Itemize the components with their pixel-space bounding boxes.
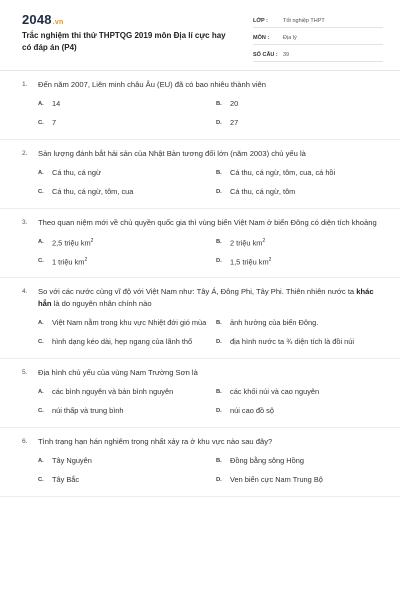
option-d[interactable]: [216, 404, 386, 419]
option-d[interactable]: [216, 335, 386, 350]
question-6: [0, 428, 400, 497]
question-stem: [22, 148, 386, 160]
question-stem: [22, 79, 386, 91]
option-text: Tây Bắc: [52, 475, 80, 485]
question-text: Tình trạng hạn hán nghiêm trọng nhất xảy ra ở khu vực nào sau đây?: [38, 437, 273, 446]
logo-text: 2048: [22, 12, 52, 27]
unit-exponent: 2: [84, 257, 88, 264]
option-text: [230, 236, 265, 249]
option-text: núi cao đồ sộ: [230, 406, 274, 416]
option-c[interactable]: [38, 335, 208, 350]
info-row-subject: [253, 31, 383, 45]
option-letter: D.: [216, 120, 222, 127]
info-label: MÔN :: [253, 34, 270, 41]
question-emphasis: khác hẳn: [38, 287, 374, 308]
option-a[interactable]: [38, 166, 208, 181]
exam-info: [253, 14, 383, 65]
question-number: 2.: [22, 150, 28, 157]
question-number: 4.: [22, 288, 28, 295]
option-list: [22, 454, 386, 488]
info-label: LỚP :: [253, 17, 268, 24]
option-b[interactable]: [216, 166, 386, 181]
option-text: Đồng bằng sông Hồng: [230, 456, 304, 466]
option-a[interactable]: [38, 454, 208, 469]
option-letter: C.: [38, 408, 44, 415]
option-text: hình dạng kéo dài, hẹp ngang của lãnh thổ: [52, 337, 193, 347]
option-letter: D.: [216, 477, 222, 484]
option-text: núi thấp và trung bình: [52, 406, 124, 416]
option-c[interactable]: [38, 254, 208, 269]
option-text: 14: [52, 99, 61, 109]
option-b[interactable]: [216, 316, 386, 331]
option-text: địa hình nước ta ¾ diện tích là đồi núi: [230, 337, 355, 347]
option-text: [52, 236, 93, 249]
option-letter: A.: [38, 170, 44, 177]
info-value-count: 39: [283, 51, 290, 58]
question-stem: [22, 367, 386, 379]
option-letter: D.: [216, 189, 222, 196]
unit-exponent: 2: [268, 257, 272, 264]
question-text-part: So với các nước cùng vĩ độ với Việt Nam như: Tây Á, Đông Phi, Tây Phi. Thiên nhiên nước ta: [38, 287, 357, 296]
option-letter: C.: [38, 120, 44, 127]
page-title: Trắc nghiệm thi thử THPTQG 2019 môn Địa lí cực hay có đáp án (P4): [22, 31, 226, 52]
option-list: [22, 316, 386, 350]
question-number: 5.: [22, 369, 28, 376]
option-letter: A.: [38, 239, 44, 246]
question-number: 3.: [22, 219, 28, 226]
option-text: Cá thu, cá ngừ, tôm, cua: [52, 187, 134, 197]
option-c[interactable]: [38, 116, 208, 131]
option-list: [22, 166, 386, 200]
info-value-subject: Địa lý: [283, 34, 297, 41]
option-letter: D.: [216, 339, 222, 346]
unit-exponent: 2: [90, 238, 94, 245]
question-text: Địa hình chủ yếu của vùng Nam Trường Sơn là: [38, 368, 198, 377]
question-text: Theo quan niệm mới về chủ quyền quốc gia thì vùng biển Việt Nam ở biển Đông có diện tích khoảng: [38, 218, 377, 227]
option-a[interactable]: [38, 97, 208, 112]
option-text: ảnh hưởng của biển Đông.: [230, 318, 319, 328]
option-text: Cá thu, cá ngừ: [52, 168, 101, 178]
question-number: 1.: [22, 81, 28, 88]
option-text: Cá thu, cá ngừ, tôm: [230, 187, 296, 197]
option-list: [22, 385, 386, 419]
option-c[interactable]: [38, 473, 208, 488]
option-d[interactable]: [216, 185, 386, 200]
option-letter: A.: [38, 389, 44, 396]
option-text: Việt Nam nằm trong khu vực Nhiệt đới gió mùa: [52, 318, 207, 328]
option-d[interactable]: [216, 473, 386, 488]
option-value: 1 triệu km: [52, 257, 85, 267]
option-letter: C.: [38, 189, 44, 196]
option-letter: C.: [38, 477, 44, 484]
option-text: Tây Nguyên: [52, 456, 92, 466]
question-list: [0, 71, 400, 497]
option-value: 2,5 triệu km: [52, 238, 91, 248]
option-text: Ven biển cực Nam Trung Bộ: [230, 475, 323, 485]
option-text: các khối núi và cao nguyên: [230, 387, 320, 397]
option-letter: B.: [216, 458, 222, 465]
page-header: [0, 0, 400, 66]
info-row-count: [253, 48, 383, 62]
option-letter: C.: [38, 339, 44, 346]
site-logo[interactable]: [22, 12, 63, 27]
option-text: 27: [230, 118, 239, 128]
option-c[interactable]: [38, 185, 208, 200]
option-letter: B.: [216, 389, 222, 396]
info-row-class: [253, 14, 383, 28]
option-letter: A.: [38, 320, 44, 327]
option-letter: B.: [216, 320, 222, 327]
question-3: [0, 209, 400, 278]
question-stem: [22, 217, 386, 229]
option-a[interactable]: [38, 235, 208, 250]
option-text: các bình nguyên và bán bình nguyên: [52, 387, 174, 397]
logo-suffix: .vn: [52, 19, 64, 26]
question-2: [0, 140, 400, 209]
option-letter: B.: [216, 170, 222, 177]
option-d[interactable]: [216, 116, 386, 131]
question-text: [38, 286, 386, 310]
question-stem: [22, 286, 386, 310]
option-b[interactable]: [216, 235, 386, 250]
info-value-class: Tốt nghiệp THPT: [283, 17, 325, 24]
question-stem: [22, 436, 386, 448]
question-text: Đến năm 2007, Liên minh châu Âu (EU) đã có bao nhiêu thành viên: [38, 80, 266, 89]
option-a[interactable]: [38, 316, 208, 331]
option-text: [230, 255, 271, 268]
option-letter: A.: [38, 101, 44, 108]
unit-exponent: 2: [262, 238, 266, 245]
question-number: 6.: [22, 438, 28, 445]
question-5: [0, 359, 400, 428]
option-d[interactable]: [216, 254, 386, 269]
option-value: 1,5 triệu km: [230, 257, 269, 267]
option-a[interactable]: [38, 385, 208, 400]
option-list: [22, 235, 386, 269]
option-letter: C.: [38, 258, 44, 265]
option-b[interactable]: [216, 385, 386, 400]
option-b[interactable]: [216, 97, 386, 112]
question-text-part: là do nguyên nhân chính nào: [51, 299, 152, 308]
option-text: 7: [52, 118, 57, 128]
option-letter: B.: [216, 239, 222, 246]
option-letter: D.: [216, 258, 222, 265]
option-c[interactable]: [38, 404, 208, 419]
option-letter: D.: [216, 408, 222, 415]
option-text: Cá thu, cá ngừ, tôm, cua, cá hồi: [230, 168, 336, 178]
option-value: 2 triệu km: [230, 238, 263, 248]
question-text: Sản lượng đánh bắt hải sản của Nhật Bản tương đối lớn (năm 2003) chủ yếu là: [38, 149, 306, 158]
question-1: [0, 71, 400, 140]
option-text: [52, 255, 87, 268]
option-list: [22, 97, 386, 131]
question-4: [0, 278, 400, 359]
option-text: 20: [230, 99, 239, 109]
option-b[interactable]: [216, 454, 386, 469]
option-letter: B.: [216, 101, 222, 108]
option-letter: A.: [38, 458, 44, 465]
info-label: SỐ CÂU :: [253, 51, 278, 58]
